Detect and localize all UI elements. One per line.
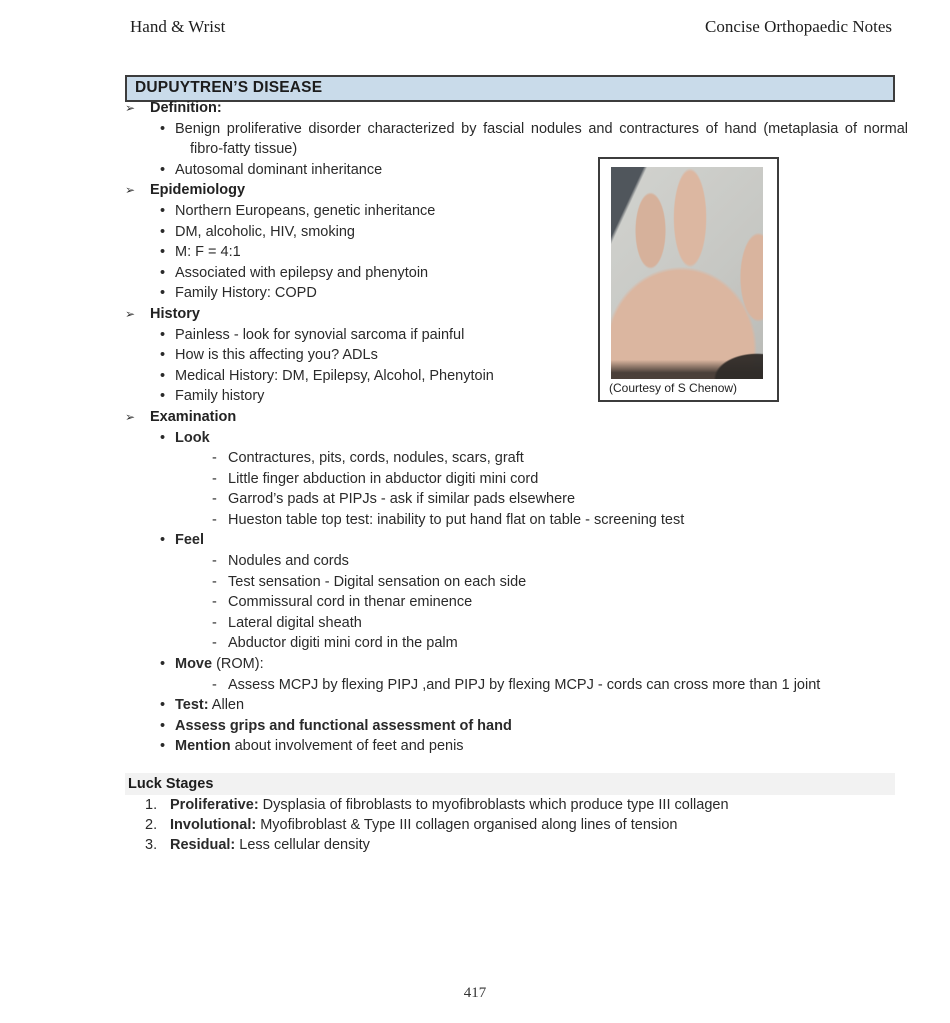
dash-item: [125, 469, 895, 490]
heading-label: Epidemiology: [150, 182, 246, 199]
bullet-item-test: [125, 695, 895, 716]
bullet-text: Northern Europeans, genetic inheritance: [175, 202, 436, 219]
bullet-label: Test:: [175, 697, 209, 714]
bullet-text: Autosomal dominant inheritance: [175, 161, 383, 178]
bullet-text: How is this affecting you? ADLs: [175, 347, 378, 364]
stage-number: 1.: [145, 797, 158, 813]
dash-text: Abductor digiti mini cord in the palm: [228, 635, 458, 652]
bullet-text: M: F = 4:1: [175, 244, 241, 261]
stage-item: [125, 795, 895, 815]
dash-text: Garrod’s pads at PIPJs - ask if similar pads elsewhere: [228, 491, 576, 508]
dash-item: [125, 489, 895, 510]
page-header: [130, 17, 892, 37]
heading-label: Definition:: [150, 100, 222, 116]
heading-label: History: [150, 305, 200, 322]
dash-item: [125, 613, 895, 634]
heading-definition: [125, 98, 895, 119]
subheading-feel: [125, 530, 895, 551]
subheading-rest: (ROM):: [212, 656, 264, 673]
dash-item: [125, 592, 895, 613]
dash-text: Hueston table top test: inability to put hand flat on table - screening test: [228, 511, 685, 528]
bullet-item: [125, 222, 895, 243]
heading-epidemiology: [125, 180, 895, 201]
heading-label: Examination: [150, 408, 237, 425]
stage-text: Less cellular density: [235, 837, 370, 853]
stage-text: Dysplasia of fibroblasts to myofibroblasts which produce type III collagen: [258, 797, 729, 813]
dash-item: [125, 572, 895, 593]
dash-text: Commissural cord in thenar eminence: [228, 594, 473, 611]
dash-text: Lateral digital sheath: [228, 614, 362, 631]
bullet-item: [125, 119, 908, 160]
stage-item: [125, 815, 895, 835]
bullet-item: [125, 325, 895, 346]
bullet-item: [125, 283, 895, 304]
stage-item: [125, 835, 895, 855]
subheading-label: Look: [175, 429, 210, 446]
dash-item: [125, 551, 895, 572]
dash-text: Little finger abduction in abductor digiti mini cord: [228, 470, 539, 487]
bullet-rest: Allen: [208, 697, 245, 714]
bullet-item: [125, 366, 895, 387]
bullet-item-mention: [125, 736, 895, 757]
bullet-label: Assess grips and functional assessment of hand: [175, 717, 512, 734]
bullet-text: Associated with epilepsy and phenytoin: [175, 264, 429, 281]
dash-item: [125, 675, 895, 696]
dash-item: [125, 633, 895, 654]
subheading-look: [125, 428, 895, 449]
bullet-item: [125, 386, 895, 407]
bullet-text: Medical History: DM, Epilepsy, Alcohol, Phenytoin: [175, 367, 494, 384]
figure-caption: (Courtesy of S Chenow): [609, 381, 738, 395]
bullet-text: DM, alcoholic, HIV, smoking: [175, 223, 355, 240]
stage-label: Proliferative:: [170, 797, 259, 813]
outline-content: [125, 98, 908, 855]
dash-text: Test sensation - Digital sensation on each side: [228, 573, 527, 590]
subheading-label: Feel: [175, 532, 205, 549]
bullet-item: [125, 345, 895, 366]
stage-label: Residual:: [170, 837, 236, 853]
heading-history: [125, 304, 895, 325]
bullet-text: Family History: COPD: [175, 285, 317, 302]
dash-item: [125, 448, 895, 469]
subheading-move: [125, 654, 895, 675]
header-book-title: Concise Orthopaedic Notes: [705, 17, 892, 36]
section-title-bar: DUPUYTREN’S DISEASE: [125, 75, 895, 102]
stage-text: Myofibroblast & Type III collagen organised along lines of tension: [256, 817, 678, 833]
bullet-item-grips: [125, 716, 895, 737]
dash-item: [125, 510, 895, 531]
dash-text: Nodules and cords: [228, 553, 349, 570]
bullet-text: • Benign proliferative disorder characterized by fascial nodules and contractures of hand (metaplasia of normal fibro-fatty tissue): [175, 120, 908, 158]
bullet-item: [125, 160, 895, 181]
page-number: 417: [463, 985, 487, 1001]
dash-text: Contractures, pits, cords, nodules, scars, graft: [228, 450, 524, 467]
subheading-label: Move: [175, 656, 213, 673]
bullet-label: Mention: [175, 738, 231, 755]
bullet-item: [125, 242, 895, 263]
stage-number: 3.: [145, 837, 158, 853]
bullet-item: [125, 201, 895, 222]
bullet-item: [125, 263, 895, 284]
dash-text: Assess MCPJ by flexing PIPJ ,and PIPJ by flexing MCPJ - cords can cross more than 1 joint: [228, 676, 821, 693]
header-chapter: Hand & Wrist: [130, 17, 226, 36]
bullet-text: Painless - look for synovial sarcoma if painful: [175, 326, 465, 343]
heading-examination: [125, 407, 895, 428]
bullet-text: Family history: [175, 388, 265, 405]
stage-number: 2.: [145, 817, 158, 833]
bullet-rest: about involvement of feet and penis: [230, 738, 464, 755]
stage-label: Involutional:: [170, 817, 257, 833]
luck-stages-header: Luck Stages: [125, 773, 895, 795]
